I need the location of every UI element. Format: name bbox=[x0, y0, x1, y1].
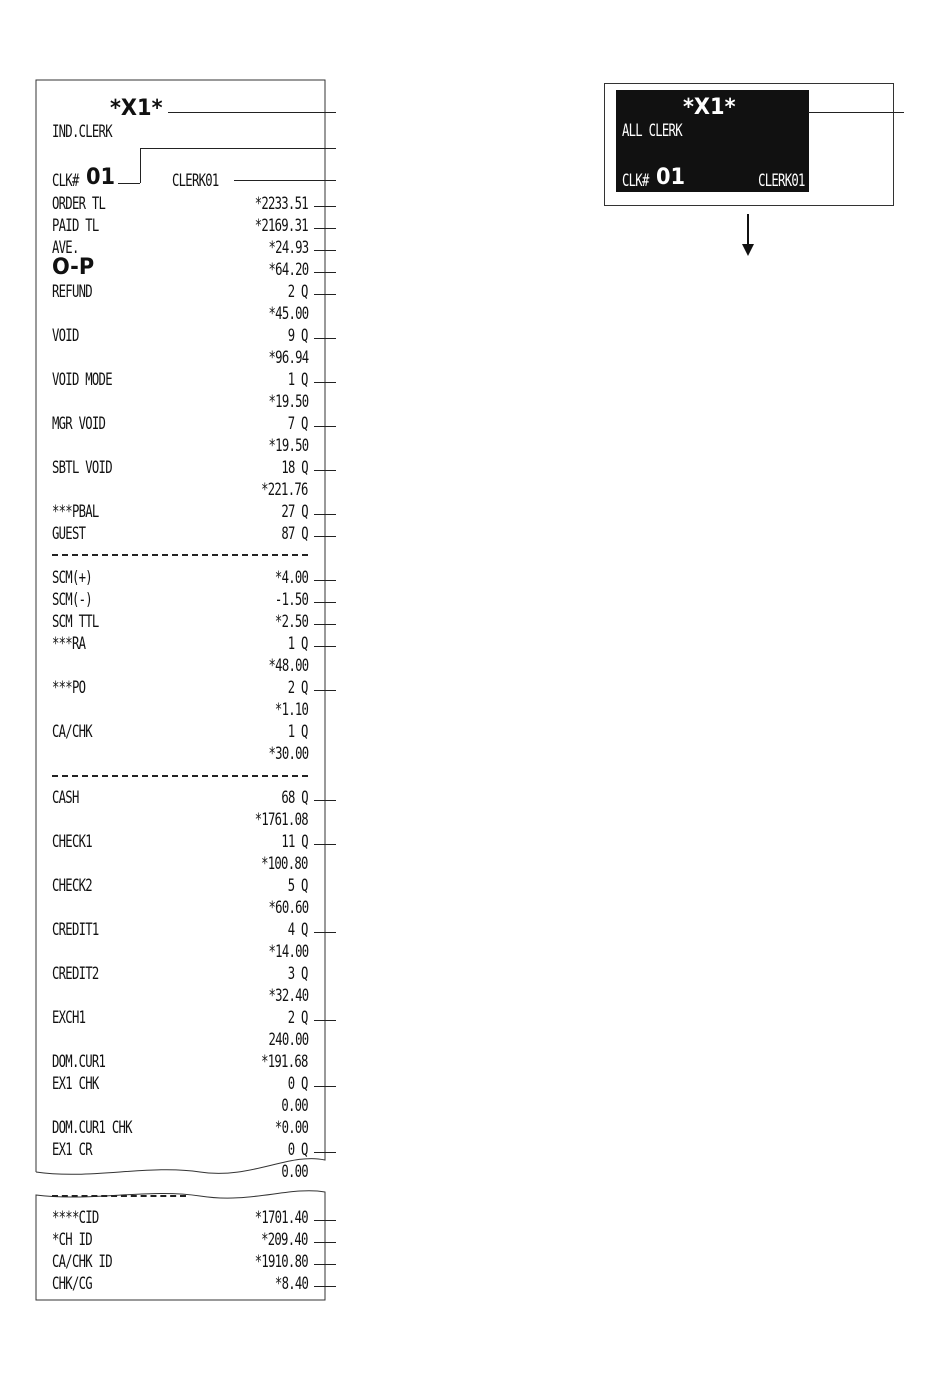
leader-ch-id bbox=[314, 1242, 336, 1243]
row-value-void-mode: 1 Q bbox=[288, 370, 308, 390]
row-label-dom-cur1: DOM.CUR1 bbox=[52, 1052, 106, 1072]
row-value-ra-amt: *48.00 bbox=[268, 656, 308, 676]
row-label-exch1: EXCH1 bbox=[52, 1008, 86, 1028]
row-label-po: ***PO bbox=[52, 678, 86, 698]
row-label-ave: AVE. bbox=[52, 238, 79, 258]
row-label-ex1-chk: EX1 CHK bbox=[52, 1074, 99, 1094]
leader-o-p bbox=[314, 272, 336, 273]
leader-sbtl-void bbox=[314, 470, 336, 471]
leader-cid bbox=[314, 1220, 336, 1221]
row-value-scm-minus: -1.50 bbox=[274, 590, 308, 610]
leader-scm-plus bbox=[314, 580, 336, 581]
leader-ave bbox=[314, 250, 336, 251]
footer-value-cid: *1701.40 bbox=[254, 1208, 308, 1228]
footer-label-chk-cg: CHK/CG bbox=[52, 1274, 92, 1294]
row-label-check1: CHECK1 bbox=[52, 832, 92, 852]
leader-header bbox=[168, 112, 336, 113]
receipt-header: *X1* bbox=[110, 96, 163, 121]
row-label-check2: CHECK2 bbox=[52, 876, 92, 896]
leader-ca-chk-id bbox=[314, 1264, 336, 1265]
row-value-credit1-amt: *14.00 bbox=[268, 942, 308, 962]
leader-exch1 bbox=[314, 1020, 336, 1021]
row-label-scm-minus: SCM(-) bbox=[52, 590, 92, 610]
row-label-void: VOID bbox=[52, 326, 79, 346]
row-value-credit2: 3 Q bbox=[288, 964, 308, 984]
row-value-sbtl-void: 18 Q bbox=[281, 458, 308, 478]
row-value-ca-chk-amt: *30.00 bbox=[268, 744, 308, 764]
down-arrow-icon bbox=[738, 212, 758, 258]
footer-label-cid: ****CID bbox=[52, 1208, 99, 1228]
leader-chk-cg bbox=[314, 1286, 336, 1287]
row-value-ex1-chk: 0 Q bbox=[288, 1074, 308, 1094]
row-value-scm-plus: *4.00 bbox=[274, 568, 308, 588]
row-value-void-amt: *96.94 bbox=[268, 348, 308, 368]
row-value-pbal: 27 Q bbox=[281, 502, 308, 522]
leader-cash bbox=[314, 800, 336, 801]
row-value-void: 9 Q bbox=[288, 326, 308, 346]
leader-order-tl bbox=[314, 206, 336, 207]
display-clerk-num: 01 bbox=[656, 165, 686, 190]
receipt-clerk-prefix: CLK# bbox=[52, 171, 79, 191]
row-value-po: 2 Q bbox=[288, 678, 308, 698]
footer-value-ca-chk-id: *1910.80 bbox=[254, 1252, 308, 1272]
row-label-pbal: ***PBAL bbox=[52, 502, 99, 522]
leader-clerk-num-h bbox=[140, 148, 336, 149]
leader-paid-tl bbox=[314, 228, 336, 229]
row-value-scm-ttl: *2.50 bbox=[274, 612, 308, 632]
display-clerk-prefix: CLK# bbox=[622, 171, 649, 191]
row-label-cash: CASH bbox=[52, 788, 79, 808]
row-label-scm-ttl: SCM TTL bbox=[52, 612, 99, 632]
leader-void bbox=[314, 338, 336, 339]
row-value-mgr-void: 7 Q bbox=[288, 414, 308, 434]
receipt-mode: IND.CLERK bbox=[52, 122, 112, 142]
leader-refund bbox=[314, 294, 336, 295]
row-value-check2: 5 Q bbox=[288, 876, 308, 896]
row-value-dom-cur1: *191.68 bbox=[261, 1052, 308, 1072]
leader-credit1 bbox=[314, 932, 336, 933]
display-panel bbox=[604, 83, 894, 206]
leader-po bbox=[314, 690, 336, 691]
display-leader-line bbox=[808, 112, 904, 113]
row-value-check1-amt: *100.80 bbox=[261, 854, 308, 874]
row-value-cash: 68 Q bbox=[281, 788, 308, 808]
row-label-credit2: CREDIT2 bbox=[52, 964, 99, 984]
row-value-ave: *24.93 bbox=[268, 238, 308, 258]
row-value-ra: 1 Q bbox=[288, 634, 308, 654]
row-label-ex1-cr: EX1 CR bbox=[52, 1140, 92, 1160]
leader-scm-ttl bbox=[314, 624, 336, 625]
row-label-credit1: CREDIT1 bbox=[52, 920, 99, 940]
row-label-scm-plus: SCM(+) bbox=[52, 568, 92, 588]
leader-ra bbox=[314, 646, 336, 647]
row-value-mgr-void-amt: *19.50 bbox=[268, 436, 308, 456]
row-value-ex1-chk-amt: 0.00 bbox=[281, 1096, 308, 1116]
row-value-credit2-amt: *32.40 bbox=[268, 986, 308, 1006]
leader-pbal bbox=[314, 514, 336, 515]
row-value-check2-amt: *60.60 bbox=[268, 898, 308, 918]
display-header: *X1* bbox=[683, 95, 736, 120]
row-label-dom-cur1-chk: DOM.CUR1 CHK bbox=[52, 1118, 132, 1138]
leader-clerk-name bbox=[234, 180, 336, 181]
footer-value-ch-id: *209.40 bbox=[261, 1230, 308, 1250]
row-label-paid-tl: PAID TL bbox=[52, 216, 99, 236]
footer-label-ca-chk-id: CA/CHK ID bbox=[52, 1252, 112, 1272]
row-label-mgr-void: MGR VOID bbox=[52, 414, 106, 434]
row-value-o-p: *64.20 bbox=[268, 260, 308, 280]
row-value-dom-cur1-chk: *0.00 bbox=[274, 1118, 308, 1138]
row-label-refund: REFUND bbox=[52, 282, 92, 302]
row-value-ex1-cr-amt: 0.00 bbox=[281, 1162, 308, 1182]
row-value-guest: 87 Q bbox=[281, 524, 308, 544]
display-clerk-name: CLERK01 bbox=[758, 171, 805, 191]
receipt-divider-3 bbox=[52, 1195, 186, 1197]
row-value-po-amt: *1.10 bbox=[274, 700, 308, 720]
row-value-exch1: 2 Q bbox=[288, 1008, 308, 1028]
row-value-ca-chk: 1 Q bbox=[288, 722, 308, 742]
row-label-order-tl: ORDER TL bbox=[52, 194, 106, 214]
leader-guest bbox=[314, 536, 336, 537]
footer-label-ch-id: *CH ID bbox=[52, 1230, 92, 1250]
row-value-order-tl: *2233.51 bbox=[254, 194, 308, 214]
row-value-credit1: 4 Q bbox=[288, 920, 308, 940]
leader-clerk-num-h2 bbox=[118, 183, 140, 184]
leader-ex1-chk bbox=[314, 1086, 336, 1087]
leader-scm-minus bbox=[314, 602, 336, 603]
row-value-sbtl-void-amt: *221.76 bbox=[261, 480, 308, 500]
leader-void-mode bbox=[314, 382, 336, 383]
row-value-paid-tl: *2169.31 bbox=[254, 216, 308, 236]
row-label-o-p: O-P bbox=[52, 255, 95, 280]
row-label-guest: GUEST bbox=[52, 524, 86, 544]
row-value-refund-amt: *45.00 bbox=[268, 304, 308, 324]
leader-check1 bbox=[314, 844, 336, 845]
row-label-ca-chk: CA/CHK bbox=[52, 722, 92, 742]
row-label-sbtl-void: SBTL VOID bbox=[52, 458, 112, 478]
display-screen bbox=[616, 90, 809, 192]
row-value-refund: 2 Q bbox=[288, 282, 308, 302]
row-value-cash-amt: *1761.08 bbox=[254, 810, 308, 830]
receipt-divider-1 bbox=[52, 554, 308, 556]
display-mode: ALL CLERK bbox=[622, 121, 682, 141]
receipt-clerk-num: 01 bbox=[86, 165, 116, 190]
row-value-check1: 11 Q bbox=[281, 832, 308, 852]
footer-value-chk-cg: *8.40 bbox=[274, 1274, 308, 1294]
receipt-divider-2 bbox=[52, 775, 308, 777]
row-value-void-mode-amt: *19.50 bbox=[268, 392, 308, 412]
row-value-ex1-cr: 0 Q bbox=[288, 1140, 308, 1160]
leader-mgr-void bbox=[314, 426, 336, 427]
row-label-ra: ***RA bbox=[52, 634, 86, 654]
row-label-void-mode: VOID MODE bbox=[52, 370, 112, 390]
row-value-exch1-amt: 240.00 bbox=[268, 1030, 308, 1050]
receipt-clerk-name: CLERK01 bbox=[172, 171, 219, 191]
leader-clerk-num-v bbox=[140, 148, 141, 183]
leader-ex1-cr bbox=[314, 1152, 336, 1153]
